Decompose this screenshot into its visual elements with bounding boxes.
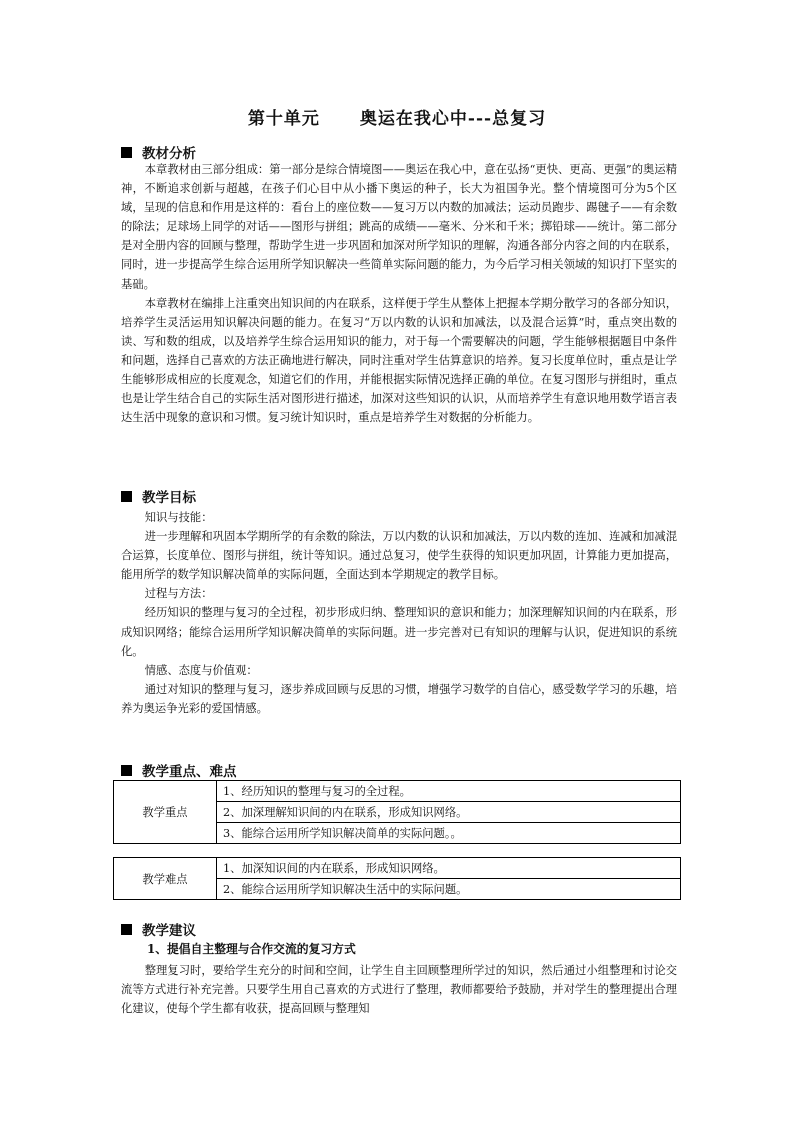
heading-text: 教材分析: [142, 146, 196, 162]
suggestions-body: [121, 961, 677, 1018]
heading-text: 教学建议: [142, 923, 196, 939]
section-heading-goals: [121, 487, 196, 505]
bullet-square-icon: [121, 765, 132, 776]
heading-text: 教学重点、难点: [142, 764, 237, 780]
goal-label: 过程与方法：: [144, 587, 213, 601]
bullet-square-icon: [121, 491, 132, 502]
focus-label: 教学重点: [114, 781, 217, 844]
paragraph: 本章教材由三部分组成：第一部分是综合情境图——奥运在我心中，意在弘扬“更快、更高、更强”的奥运精神，不断追求创新与超越，在孩子们心目中从小播下奥运的种子，长大为祖国争光。整个情境图可分为5个区域，呈现的信息和作用是这样的：看台上的座位数——复习万以内数的加减法；运动员跑步、踢毽子——有余数的除法；足球场上同学的对话——图形与拼组；跳高的成绩——毫米、分米和千米；掷铅球——统计。第二部分是对全册内容的回顾与整理，帮助学生进一步巩固和加深对所学知识的理解，沟通各部分内容之间的内在联系，同时，进一步提高学生综合运用所学知识解决一些简单实际问题的能力，为今后学习相关领域的知识打下坚实的基础。: [121, 163, 677, 291]
focus-item: 3、能综合运用所学知识解决简单的实际问题。。: [217, 823, 681, 844]
suggestion-subheading: 1、提倡自主整理与合作交流的复习方式: [147, 942, 356, 956]
page-title: [0, 104, 794, 129]
unit-name: 奥运在我心中---总复习: [359, 109, 547, 129]
bullet-square-icon: [121, 147, 132, 158]
difficulty-item: 2、能综合运用所学知识解决生活中的实际问题。: [217, 879, 681, 900]
paragraph: 整理复习时，要给学生充分的时间和空间，让学生自主回顾整理所学过的知识，然后通过小组整理和讨论交流等方式进行补充完善。只要学生用自己喜欢的方式进行了整理，教师都要给予鼓励，并对学生的整理提出合理化建议，使每个学生都有收获，提高回顾与整理知: [121, 964, 677, 1016]
section-heading-suggestions: [121, 920, 196, 938]
difficulty-table: [113, 857, 681, 900]
focus-item: 1、经历知识的整理与复习的全过程。: [217, 781, 681, 802]
goals-body: [121, 508, 677, 718]
focus-table: [113, 780, 681, 844]
heading-text: 教学目标: [142, 490, 196, 506]
focus-item: 2、加深理解知识间的内在联系，形成知识网络。: [217, 802, 681, 823]
paragraph: 本章教材在编排上注重突出知识间的内在联系，这样便于学生从整体上把握本学期分散学习的各部分知识，培养学生灵活运用知识解决问题的能力。在复习“万以内数的认识和加减法，以及混合运算”时，重点突出数的读、写和数的组成，以及培养学生综合运用知识的能力，对于每一个需要解决的问题，学生能够根据题目中条件和问题，选择自己喜欢的方法正确地进行解决，同时注重对学生估算意识的培养。复习长度单位时，重点是让学生能够形成相应的长度观念，知道它们的作用，并能根据实际情况选择正确的单位。在复习图形与拼组时，重点也是让学生结合自己的实际生活对图形进行描述，加深对这些知识的认识，从而培养学生有意识地用数学语言表达生活中现象的意识和习惯。复习统计知识时，重点是培养学生对数据的分析能力。: [121, 296, 677, 425]
goal-text: 通过对知识的整理与复习，逐步养成回顾与反思的习惯，增强学习数学的自信心，感受数学学习的乐趣，培养为奥运争光彩的爱国情感。: [121, 682, 677, 715]
bullet-square-icon: [121, 924, 132, 935]
difficulty-label: 教学难点: [114, 858, 217, 900]
difficulty-item: 1、加深知识间的内在联系，形成知识网络。: [217, 858, 681, 879]
goal-label: 知识与技能：: [144, 511, 213, 524]
unit-label: 第十单元: [247, 109, 320, 129]
section-heading-keypoints: [121, 761, 237, 779]
goal-text: 经历知识的整理与复习的全过程，初步形成归纳、整理知识的意识和能力；加深理解知识间的内在联系，形成知识网络；能综合运用所学知识解决简单的实际问题。进一步完善对已有知识的理解与认识，促进知识的系统化。: [121, 606, 677, 658]
goal-label: 情感、态度与价值观：: [144, 663, 258, 677]
analysis-body: [121, 160, 677, 427]
section-heading-analysis: [121, 143, 196, 161]
goal-text: 进一步理解和巩固本学期所学的有余数的除法，万以内数的认识和加减法，万以内数的连加、连减和加减混合运算，长度单位、图形与拼组，统计等知识。通过总复习，使学生获得的知识更加巩固，计算能力更加提高，能用所学的数学知识解决简单的实际问题，全面达到本学期规定的教学目标。: [121, 530, 677, 582]
